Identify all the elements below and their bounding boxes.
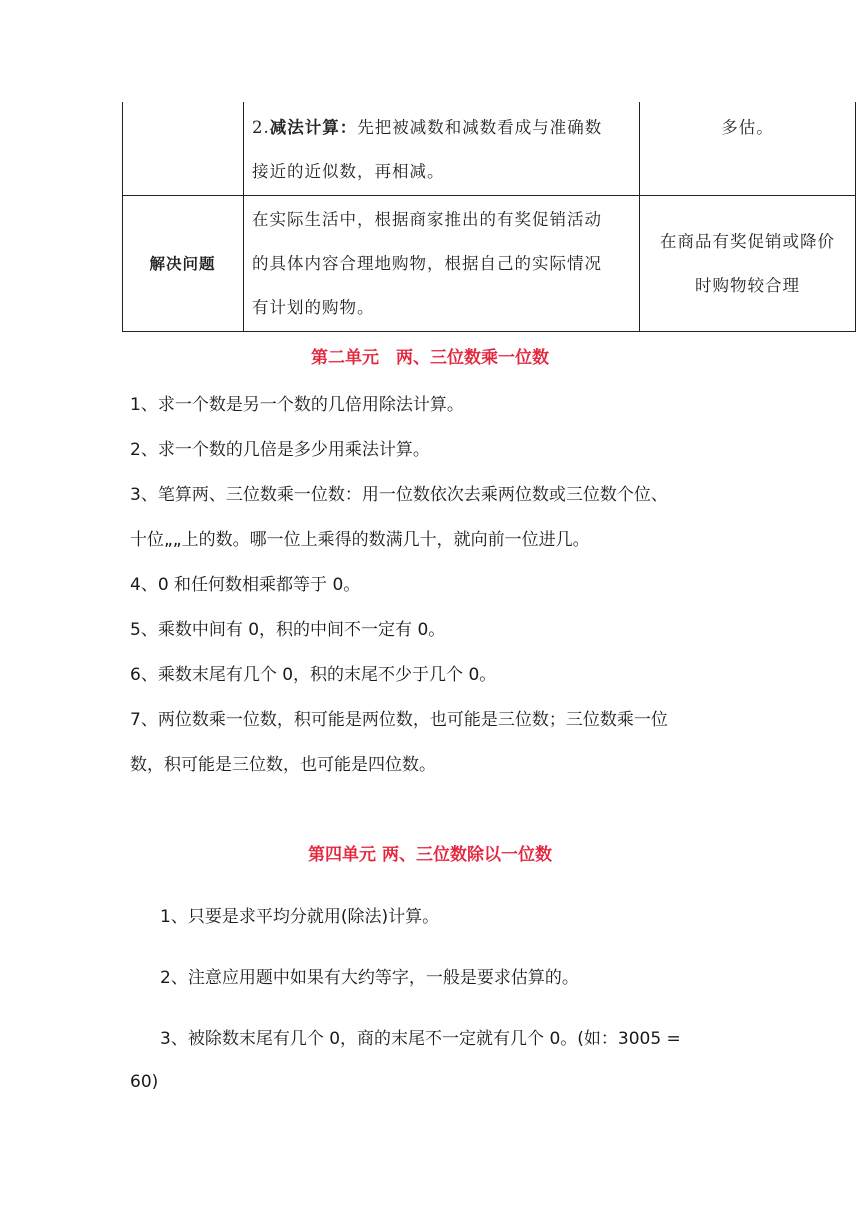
unit2-title: 第二单元 两、三位数乘一位数	[311, 348, 549, 368]
unit2-item-6: 6、乘数末尾有几个 0，积的末尾不少于几个 0。	[130, 665, 497, 685]
unit4-item-1: 1、只要是求平均分就用(除法)计算。	[160, 907, 440, 927]
unit2-item-1: 1、求一个数是另一个数的几倍用除法计算。	[130, 395, 464, 415]
unit2-item-3: 3、笔算两、三位数乘一位数：用一位数依次去乘两位数或三位数个位、	[130, 485, 668, 505]
unit2-item-4: 4、0 和任何数相乘都等于 0。	[130, 575, 361, 595]
row1-content-line1	[252, 106, 602, 150]
unit4-item-2: 2、注意应用题中如果有大约等字，一般是要求估算的。	[160, 968, 579, 988]
unit2-item-5: 5、乘数中间有 0，积的中间不一定有 0。	[130, 620, 446, 640]
row1-content-line2: 接近的近似数，再相减。	[252, 162, 445, 181]
unit2-item-3-cont: 十位„„上的数。哪一位上乘得的数满几十，就向前一位进几。	[130, 530, 590, 550]
row2-content-line3: 有计划的购物。	[252, 298, 375, 317]
table-border-right	[855, 102, 856, 332]
row1-bold-term: 减法计算：	[269, 118, 358, 137]
unit2-item-7-cont: 数，积可能是三位数，也可能是四位数。	[130, 755, 436, 775]
summary-table	[122, 102, 856, 332]
row2-label: 解决问题	[149, 255, 216, 273]
row1-note: 多估。	[721, 118, 774, 137]
unit2-item-2: 2、求一个数的几倍是多少用乘法计算。	[130, 440, 430, 460]
row2-note-line1: 在商品有奖促销或降价	[660, 232, 835, 251]
row1-rest: 先把被减数和减数看成与准确数	[357, 118, 603, 137]
table-row-divider	[122, 195, 856, 196]
table-border-col1	[243, 102, 244, 332]
unit2-item-7: 7、两位数乘一位数，积可能是两位数，也可能是三位数；三位数乘一位	[130, 710, 668, 730]
unit4-item-3-cont: 60)	[130, 1072, 159, 1092]
row2-content-line2: 的具体内容合理地购物，根据自己的实际情况	[252, 254, 602, 273]
row2-content-line1: 在实际生活中，根据商家推出的有奖促销活动	[252, 210, 602, 229]
row2-note-line2: 时购物较合理	[695, 276, 800, 295]
table-border-left	[122, 102, 123, 332]
row1-prefix: 2.	[252, 118, 270, 137]
table-border-bottom	[122, 331, 856, 332]
unit4-item-3: 3、被除数末尾有几个 0，商的末尾不一定就有几个 0。(如：3005 =	[160, 1029, 681, 1049]
unit4-title: 第四单元 两、三位数除以一位数	[308, 845, 552, 865]
